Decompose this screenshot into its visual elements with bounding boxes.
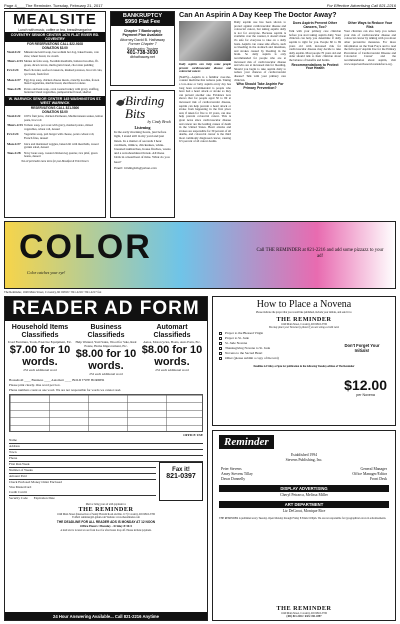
fax-box (159, 462, 203, 501)
established: Established 1994 (290, 453, 318, 457)
reader-pub-email: E-Mail: reminder@ri.gmail.com Website: www.thereminder.com (72, 516, 140, 520)
fax-label: Fax it! (172, 467, 190, 473)
article-subheading: Other Ways to Reduce Your Risk (347, 21, 393, 29)
number-weeks-field[interactable]: Number of Weeks (9, 468, 156, 474)
reader-publisher: THE REMINDER (78, 506, 134, 514)
card-type[interactable]: Visa MasterCard (9, 485, 32, 489)
staff-row: Dawn Donnelly Front Desk (221, 477, 387, 481)
fax-number: 821-0397 (166, 473, 196, 480)
article-text: Talk with your primary care clinician before you start taking aspirin daily. Your clinician can help you determine if daily aspirin is right for you. People 60 to 69 years old with increased risk for cardiovascular disease may decide to take daily aspirin. Most people 70 years old and older should talk to their clinician about the balance of benefits and harms. (289, 29, 341, 62)
page-header-left: Page 4____The Reminder. Tuesday, February 21, 2017 (4, 3, 103, 8)
birding-heading: Listening (134, 125, 151, 130)
article-text: Your clinician can also help you reduce your risk of cardiovascular disease and colorectal cancer by talking with you about other preventive measures. For more information on the Task Force and to read the full report 'Aspirin Use for the Primary Prevention of Cardiovascular Disease and Colorectal Cancer' and the recommendation about aspirin, visit www.uspreventiveservicestaskforce.org. (344, 29, 396, 66)
security-code-field[interactable]: Security Code (9, 496, 28, 500)
phone-note: Phone numbers count as one word. We are not responsible for words we cannot read. (9, 388, 122, 392)
coventry-reservations: FOR RESERVATIONS CALL 822-9108 (27, 42, 83, 46)
card-number-field[interactable]: Credit Card # (9, 490, 156, 496)
reader-ad-title: READER AD FORM (5, 297, 207, 321)
page-header-right: For Effective Advertising Call 821-2216 (326, 3, 396, 8)
staff-row: Amey Stevens Tillay Office Manager/Editor (221, 472, 387, 476)
art-department-names: Liz DeGroat, Monique Rice (282, 509, 326, 513)
first-run-field[interactable]: First Run Week (9, 462, 156, 468)
bankruptcy-website: dbhathaway.net (129, 55, 156, 60)
staff-row: Peter Stevens General Manager (221, 467, 387, 471)
article-column-2 (234, 21, 286, 215)
article-column-4 (344, 21, 396, 215)
reminder-staff-box (212, 430, 396, 621)
coventry-donation: DONATION $3.00 (42, 46, 68, 50)
display-advertising-head: DISPLAY ADVERTISING (219, 485, 389, 492)
menu-row: Mon.2/27 Egg drop soup, chicken cheese meats, crunchy noodles, frozen blend vegetables, marble bread, shortbread cookies (7, 77, 100, 86)
novena-box (212, 296, 396, 426)
article-photo (179, 21, 231, 61)
initials-reminder: Don't Forget Your Initials! (344, 343, 380, 353)
name-field[interactable]: Name (9, 438, 203, 444)
color-ad-callout: Call THE REMINDER at 821-2216 and add some pizzazz to your ad! (256, 248, 384, 259)
address-field[interactable]: Address (9, 444, 203, 450)
bankruptcy-ad (110, 11, 175, 86)
warwick-reservations: RESERVATIONS CALL 821-5800 (30, 105, 80, 110)
reader-drop-note: A mail slot is located on our front door for after hours drop off. Please include payment. (60, 529, 152, 533)
article-subheading: Does Aspirin Prevent Other Cancers, Too? (292, 21, 338, 29)
bankruptcy-phone: 401-738-3030 (126, 50, 159, 57)
birding-bits-column (110, 90, 175, 218)
birding-email: Email: birdingbits@yahoo.com (114, 165, 157, 170)
coventry-menu (5, 50, 105, 96)
menu-row: Wed.2/22 Minestrone lentil soup, bee sodium hot dog, baked beans, cole slaw, wheat bread, ice cream (7, 50, 99, 58)
warwick-menu (5, 114, 105, 160)
color-ad-title: COLOR (19, 228, 152, 266)
birding-title: Birding Bits (125, 93, 165, 121)
warwick-donation: DONATION $3.00 (42, 109, 68, 114)
mealsite-footer: Not all perishable menu items for post-Breakfast & Thin Dinners (21, 159, 89, 163)
novena-price: $12.00 per Novena (344, 377, 387, 397)
novena-phone-note: You may place your Novena by phone if you are using a credit card. (268, 326, 340, 330)
birding-byline: by Cindy Brock (147, 120, 171, 124)
amount-paid-field[interactable]: Amount Paid (9, 474, 156, 480)
reader-ad-form (4, 296, 208, 621)
article-subheading: Who Should Take Aspirin For Primary Prevention? (236, 82, 284, 90)
bird-icon (114, 95, 128, 114)
novena-publisher: THE REMINDER (276, 316, 332, 324)
novena-deadline: Deadline is Friday at 5pm for publication in the following Tuesday edition of The Reminder (253, 365, 355, 369)
disclaimer: THE REMINDER is published every Tuesday. Open Monday through Friday 8:30am-5:00pm. We are not responsible for typographical errors in advertisements. (219, 517, 387, 520)
bankruptcy-line: Bankruptcy Trustee (127, 46, 158, 51)
display-advertising-names: Cheryl Petrarca, Melissa Miller (280, 493, 328, 497)
birding-body: In the early morning hours, just before light, I stand still in my yard and just listen. In a matter of seconds I hear cardinals, titmice, chickadees, white-breasted nuthatches, house finches, wrens and a red-shouldered hawk. All these birds in a heartbeat of time. What do you hear? (114, 130, 171, 164)
menu-row: Mon.2/27 Juice and marinated veggies, baked ziti with meatballs, tossed garden salad, dessert (7, 141, 99, 150)
novena-option[interactable]: St. Jude Novena (213, 341, 395, 346)
color-ad-subtitle: Color catches your eye! (27, 270, 66, 275)
aspirin-article (179, 11, 396, 218)
staff-address: 1049 Main Street, Coventry, RI 02816-5706 (281, 611, 327, 615)
staff-publisher: THE REMINDER (276, 604, 332, 612)
bankruptcy-title: BANKRUPTCY $950 Flat Fee (111, 12, 174, 26)
reader-deadline: THE DEADLINE FOR ALL READER ADS IS MONDAY AT 12 NOON (56, 520, 156, 525)
business-class: Business Classifieds Help Wanted, Yard Sales, Wood for Sale, Real Estate, Home Improvement, Etc. $8.00 for 10 words. 25¢ each additional word (75, 324, 137, 376)
menu-row: Thurs.2/23 Tomato soup, pot roast with gravy, mashed potato, mixed vegetables, wheat roll, dessert (7, 123, 93, 131)
mail-note: Mail or bring your ad with payment to: (85, 503, 127, 506)
menu-row: Tues.2/28 Navy bean soup, roasted chicken leg quarter, rice pilaf, green beans, dessert (7, 150, 98, 159)
office-use-label: OFFICE USE (183, 433, 203, 437)
bankruptcy-line: Payment Plan Available (122, 33, 163, 38)
answering-ribbon: 24 Hour Answering Available... Call 821-2216 Anytime (5, 612, 207, 620)
novena-option[interactable]: Other (please submit a copy of the text) (213, 356, 395, 361)
bankruptcy-line: Chapter 7 Bankruptcy (123, 29, 162, 33)
novena-option[interactable]: Novena to the Sacred Heart (213, 351, 395, 356)
bankruptcy-line: Attorney David B. Hathaway (120, 37, 165, 42)
mealsite-subtitle: Lunch with music, coffee or tea, bread/margarine (18, 28, 92, 32)
page-header (4, 2, 396, 9)
reader-hours: Office Hours: Monday - Friday 8:30-5 (80, 524, 132, 529)
word-grid[interactable] (9, 394, 203, 432)
reminder-logo: Reminder (219, 435, 274, 449)
mealsite-title: MEALSITE (13, 11, 97, 28)
novena-option[interactable]: Prayer to St. Jude (213, 336, 395, 341)
article-column-3 (289, 21, 341, 215)
novena-option[interactable]: Prayer to the Blessed Virgin (213, 331, 395, 336)
article-caption: Daily aspirin can help some people prevent cardiovascular disease and colorectal cancer. (179, 62, 231, 74)
phone-field[interactable]: Phone (9, 456, 203, 462)
print-note: Please print clearly. One word per box. (9, 383, 61, 387)
novena-title: How to Place a Novena (256, 299, 352, 310)
novena-option[interactable]: Thanksgiving Novena to St. Jude (213, 346, 395, 351)
reader-pub-address: 1049 Main Street (intersection of Sandy Bottom Road and Rte. 117) Coventry, RI 02816-5706 (57, 513, 155, 517)
automart-class: Automart Classifieds Autos, Motorcycles, Boats, Auto Parts, Etc. $8.00 for 10 words. 25¢ each additional word (141, 324, 203, 372)
household-class: Household Items Classifieds Used Furniture, Tools, Exercise Equipment, Etc. $7.00 for 10 words. 25¢ each additional word (8, 324, 72, 372)
category-checkboxes[interactable]: Household ____ Business ____ Automart ____ BOLD TYPE BORDER (9, 378, 105, 382)
novena-instructions: Please indicate the prayer that you would like published, include your initials, and send it to: (255, 311, 353, 314)
bankruptcy-line: Former Chapter 7 (128, 42, 157, 47)
menu-row: Tues.2/28 Potato and leek soup, oven roasted turkey with gravy, stuffing, butternut blend vegetables, pumpernickel bread, sherbet (7, 86, 100, 95)
menu-row: Wed.2/22 100% fruit juice, chicken Parmesan, Mediterranean sautee, lemon pasta, broccoli (7, 113, 103, 122)
art-department-head: ART DEPARTMENT (219, 501, 389, 508)
menu-row: Fri.2/24 Beef chowder, seafood casserole, mashed potatoes, broccoli cuts, rye bread, fresh fruit (7, 68, 103, 76)
novena-address: 1049 Main Street, Coventry, RI 02816-5706 (281, 323, 327, 327)
footer-strip: The Reminder, 1049 Main Street, Coventry, RI 02816 • 821-2216 • 821-2217 fax (4, 290, 102, 294)
warwick-center-bar: W. WARWICK SENIOR CENTER 145 WASHINGTON ST. WEST WARWICK (5, 96, 105, 106)
town-field[interactable]: Town (9, 450, 203, 456)
coventry-center-bar: COVENTRY SENIOR CENTER 1670 FLAT RIVER RD. COVENTRY (5, 32, 105, 42)
article-title: Can An Aspirin A Day Keep The Doctor Away? (179, 10, 337, 19)
color-ad-banner (4, 221, 396, 289)
article-subheading: Recommendations to Protect Your Health (291, 62, 339, 71)
expiration-field[interactable]: Expiration Date (33, 496, 55, 500)
menu-row: Thurs.2/23 Menus de fetta soup, Swedish meatballs, buttered noodles, fft. green, diced carrots, multi-grain bread, chocolate pudding (7, 59, 99, 67)
article-text: (NAPS)—Aspirin is a familiar over-the-counter medicine that reduces pain. Taking a low-dose or baby aspirin every day has long been recommended to people who have had a heart attack or stroke so they can prevent another one. Evidence now shows that for people aged 50 to 69 at increased risk of cardiovascular disease, aspirin can help prevent a heart attack or stroke from happening in the first place and, if taken for five to 10 years, can also help prevent colorectal cancer. This is great news since cardiovascular disease and cancer are the leading causes of death in the United States. Heart attacks and strokes are responsible for 30 percent of all deaths, and colorectal cancer is the third most commonly diagnosed cancer, causing 9.5 percent of all cancer deaths. (179, 74, 231, 144)
payment-method[interactable]: Check Enclosed Money Order Enclosed (9, 480, 62, 484)
staff-phones: (401) 821-2216 • FAX: 821-0397 (286, 614, 322, 618)
menu-row: Fri.2/24 Vegetable soup, pub burger with cheese, potato wheat roll, French fries, dessert (7, 132, 95, 140)
company-name: Stevens Publishing, Inc. (285, 458, 323, 462)
article-column-1 (179, 21, 231, 215)
mealsite-box (4, 11, 106, 218)
article-text: Daily aspirin use has been shown to protect against cardiovascular disease and colorectal cancer, but taking aspirin daily is not for everyone. Because aspirin is available over the counter, it doesn't mean it's safe for everyone to take on a daily basis. Aspirin can cause side effects, such as bleeding in the stomach and intestines, and strokes caused by bleeding in the brain. So daily aspirin is only recommended for people who are at increased risk of cardiovascular disease and who are at increased risk for bleeding. Should you begin to take aspirin daily to reduce your chances of cardiovascular disease? Talk with your primary care clinician. (234, 21, 286, 82)
